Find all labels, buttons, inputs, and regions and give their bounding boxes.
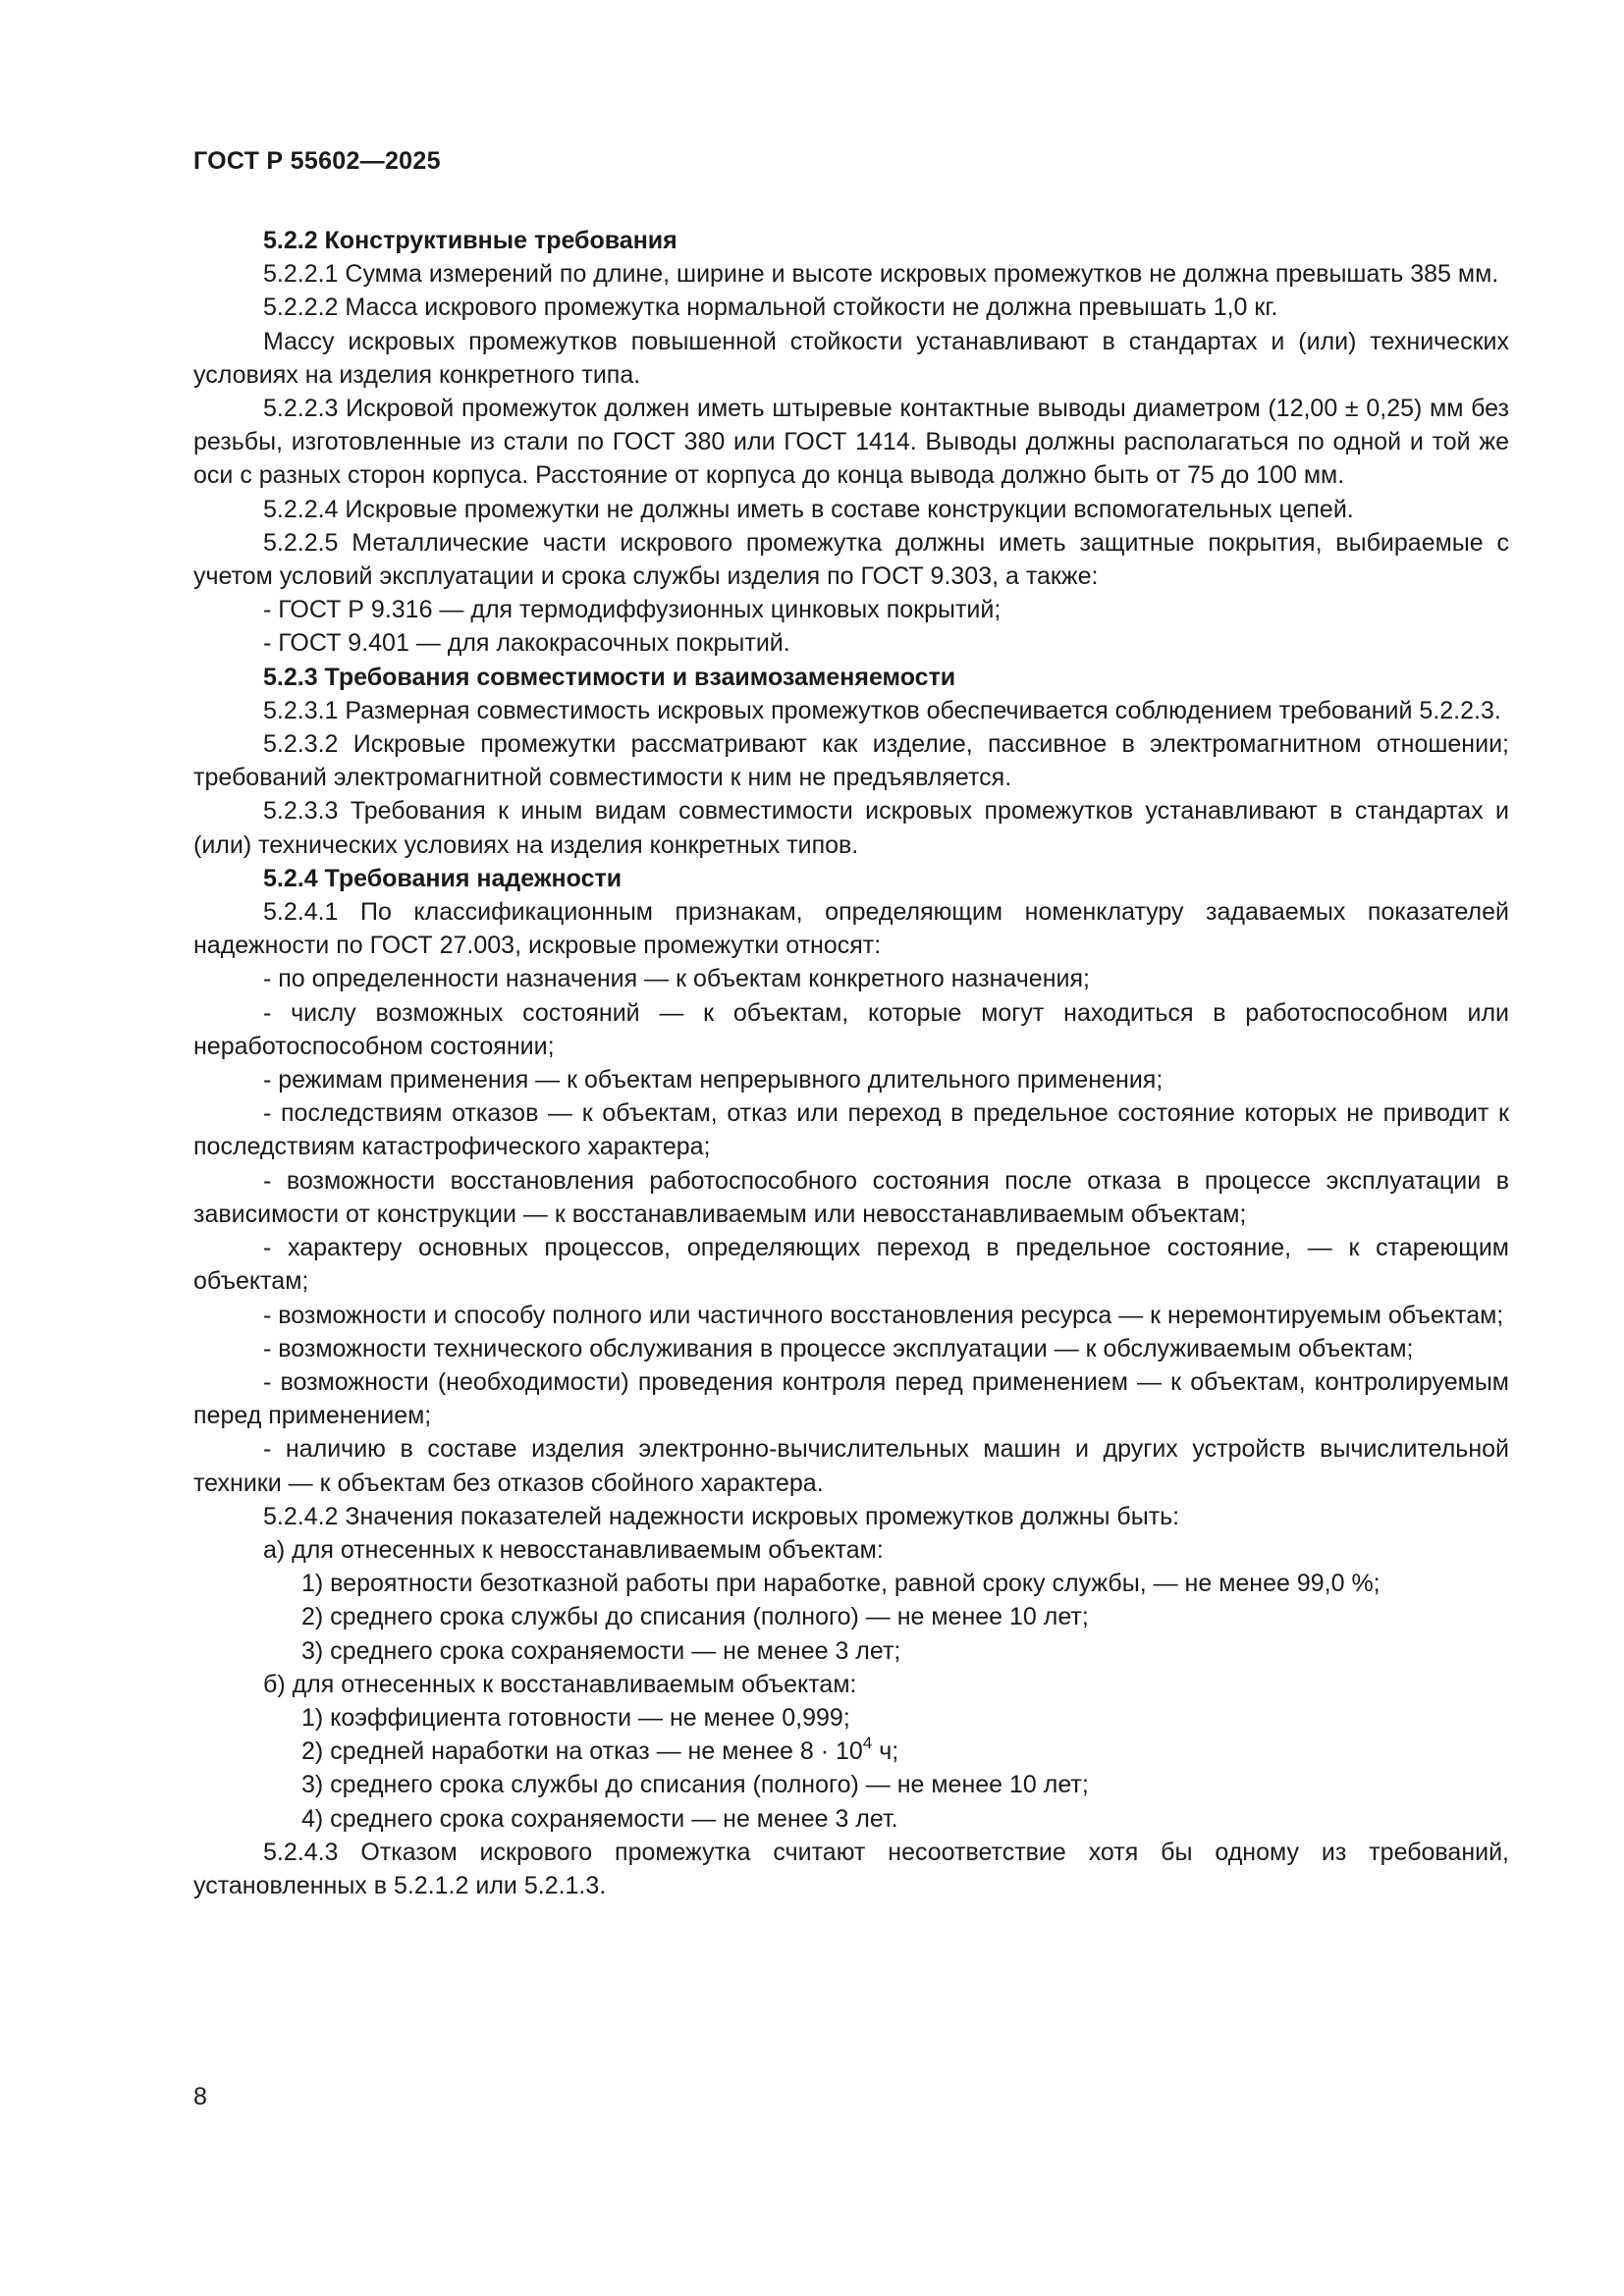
list-item: - по определенности назначения — к объектам конкретного назначения; [263, 965, 1090, 993]
section-heading-5-2-3: 5.2.3 Требования совместимости и взаимозаменяемости [263, 663, 956, 691]
document-body [193, 224, 1509, 1902]
sublist-b-item: 1) коэффициента готовности — не менее 0,999; [301, 1703, 850, 1732]
list-item: - возможности (необходимости) проведения контроля перед применением — к объектам, контролируемым перед применением; [193, 1367, 1509, 1430]
list-item: - характеру основных процессов, определяющих переход в предельное состояние, — к стареющим объектам; [193, 1234, 1509, 1296]
sublist-b-item: 4) среднего срока сохраняемости — не менее 3 лет. [301, 1804, 898, 1833]
exponent: 4 [862, 1733, 873, 1752]
page-number: 8 [193, 2083, 207, 2110]
paragraph-5-2-2-5: 5.2.2.5 Металлические части искрового промежутка должны иметь защитные покрытия, выбираемые с учетом условий эксплуатации и срока службы изделия по ГОСТ 9.303, а также: [193, 528, 1509, 591]
document-header: ГОСТ Р 55602—2025 [193, 147, 441, 175]
section-heading-5-2-4: 5.2.4 Требования надежности [263, 864, 623, 892]
sublist-heading-a: а) для отнесенных к невосстанавливаемым объектам: [263, 1535, 884, 1564]
paragraph-5-2-4-2: 5.2.4.2 Значения показателей надежности искровых промежутков должны быть: [263, 1502, 1180, 1530]
section-heading-5-2-2: 5.2.2 Конструктивные требования [263, 227, 677, 254]
paragraph-5-2-2-2-continued: Массу искровых промежутков повышенной стойкости устанавливают в стандартах и (или) технических условиях на изделия конкретного типа. [193, 327, 1509, 389]
list-item: - последствиям отказов — к объектам, отказ или переход в предельное состояние которых не приводит к последствиям катастрофического характера; [193, 1099, 1509, 1161]
list-item: - возможности восстановления работоспособного состояния после отказа в процессе эксплуатации в зависимости от конструкции — к восстанавливаемым или невосстанавливаемым объектам; [193, 1166, 1509, 1228]
paragraph-5-2-2-2: 5.2.2.2 Масса искрового промежутка нормальной стойкости не должна превышать 1,0 кг. [263, 294, 1278, 322]
paragraph-5-2-3-1: 5.2.3.1 Размерная совместимость искровых промежутков обеспечивается соблюдением требований 5.2.2.3. [263, 696, 1501, 724]
paragraph-5-2-3-2: 5.2.3.2 Искровые промежутки рассматривают как изделие, пассивное в электромагнитном отношении; требований электромагнитной совместимости к ним не предъявляется. [193, 730, 1509, 792]
sublist-a-item: 1) вероятности безотказной работы при наработке, равной сроку службы, — не менее 99,0 %; [301, 1570, 1380, 1598]
sublist-a-item: 3) среднего срока сохраняемости — не менее 3 лет; [301, 1636, 901, 1665]
list-item-gost-9-401: - ГОСТ 9.401 — для лакокрасочных покрытий. [263, 629, 790, 658]
paragraph-5-2-3-3: 5.2.3.3 Требования к иным видам совместимости искровых промежутков устанавливают в стандартах и (или) технических условиях на изделия конкретных типов. [193, 797, 1509, 859]
sublist-b-item [193, 1735, 1509, 1768]
sublist-heading-b: б) для отнесенных к восстанавливаемым объектам: [263, 1670, 857, 1698]
list-item: - возможности и способу полного или частичного восстановления ресурса — к неремонтируемым объектам; [263, 1301, 1504, 1329]
paragraph-5-2-2-3: 5.2.2.3 Искровой промежуток должен иметь штыревые контактные выводы диаметром (12,00 ± 0,25) мм без резьбы, изготовленные из стали по ГОСТ 380 или ГОСТ 1414. Выводы должны располагаться по одной и той же оси с разных сторон корпуса. Расстояние от корпуса до конца вывода должно быть от 75 до 100 мм. [193, 395, 1509, 490]
list-item: - числу возможных состояний — к объектам, которые могут находиться в работоспособном или неработоспособном состоянии; [193, 998, 1509, 1060]
list-item: - наличию в составе изделия электронно-вычислительных машин и других устройств вычислительной техники — к объектам без отказов сбойного характера. [193, 1435, 1509, 1497]
paragraph-5-2-2-1: 5.2.2.1 Сумма измерений по длине, ширине и высоте искровых промежутков не должна превышать 385 мм. [263, 260, 1499, 289]
mtbf-text: 2) средней наработки на отказ — не менее 8 · 10 [301, 1737, 863, 1766]
paragraph-5-2-4-1: 5.2.4.1 По классификационным признакам, определяющим номенклатуру задаваемых показателей надежности по ГОСТ 27.003, искровые промежутки относят: [193, 898, 1509, 960]
list-item-gost-9-316: - ГОСТ Р 9.316 — для термодиффузионных цинковых покрытий; [263, 596, 1001, 624]
sublist-a-item: 2) среднего срока службы до списания (полного) — не менее 10 лет; [301, 1603, 1089, 1631]
list-item: - режимам применения — к объектам непрерывного длительного применения; [263, 1066, 1164, 1095]
paragraph-5-2-4-3: 5.2.4.3 Отказом искрового промежутка считают несоответствие хотя бы одному из требований, установленных в 5.2.1.2 или 5.2.1.3. [193, 1838, 1509, 1899]
sublist-b-item: 3) среднего срока службы до списания (полного) — не менее 10 лет; [301, 1771, 1089, 1799]
list-item: - возможности технического обслуживания в процессе эксплуатации — к обслуживаемым объектам; [263, 1334, 1414, 1362]
mtbf-unit: ч; [872, 1737, 899, 1766]
paragraph-5-2-2-4: 5.2.2.4 Искровые промежутки не должны иметь в составе конструкции вспомогательных цепей. [263, 495, 1354, 523]
